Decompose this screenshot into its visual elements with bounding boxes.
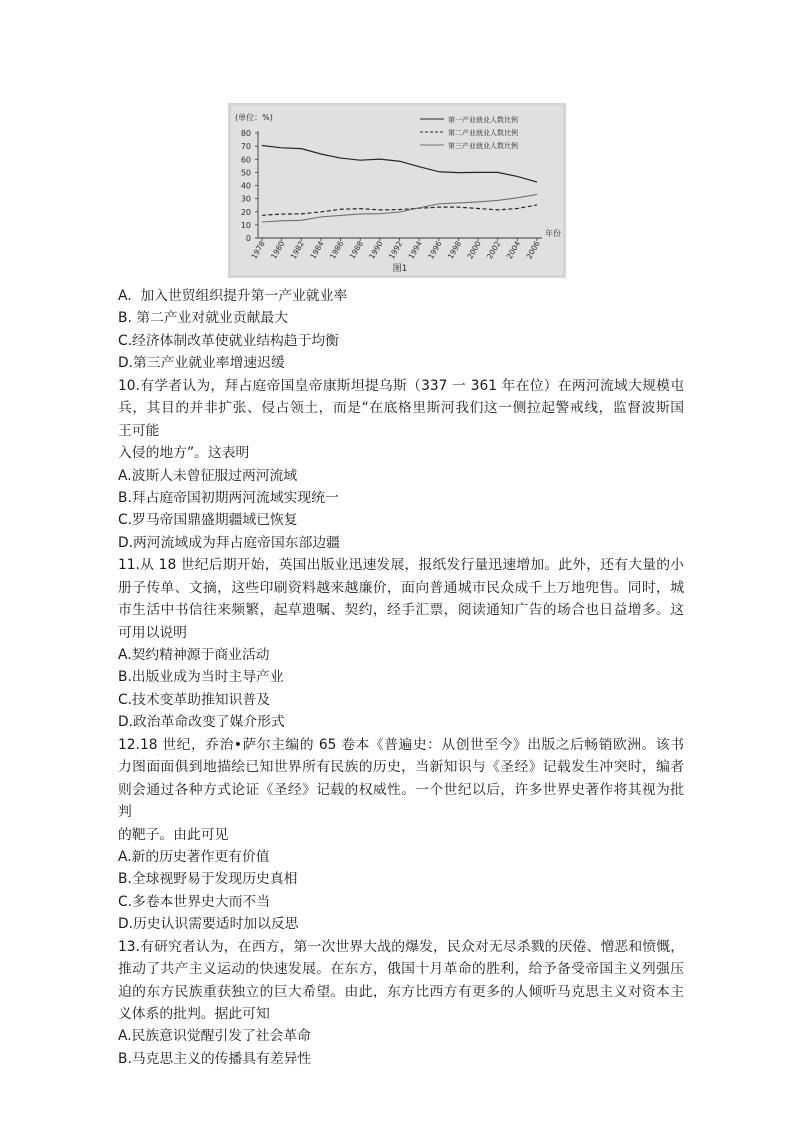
x-tick-label: 2002 bbox=[485, 239, 503, 261]
x-tick-label: 1998 bbox=[445, 239, 464, 261]
x-tick-label: 2000 bbox=[465, 239, 483, 261]
q13-stem-line: 义体系的批判。据此可知 bbox=[118, 1006, 270, 1022]
q12-stem-line: 12.18 世纪，乔治•萨尔主编的 65 卷本《普遍史：从创世至今》出版之后畅销欧洲。该书 bbox=[118, 736, 684, 753]
question-12 bbox=[118, 734, 684, 936]
q11-stem-line: 可用以说明 bbox=[118, 624, 187, 641]
x-tick-label: 1996 bbox=[426, 239, 444, 261]
y-tick-label: 50 bbox=[240, 168, 251, 178]
q13-stem-line: 推动了共产主义运动的快速发展。在东方，俄国十月革命的胜利，给予备受帝国主义列强压 bbox=[118, 961, 684, 978]
q11-option-a: A.契约精神源于商业活动 bbox=[118, 647, 270, 663]
x-tick-label: 1988 bbox=[347, 239, 365, 261]
x-tick-label: 1978 bbox=[249, 239, 267, 261]
q10-option-d: D.两河流域成为拜占庭帝国东部边疆 bbox=[118, 534, 340, 551]
x-tick-label: 1980 bbox=[269, 239, 287, 261]
x-tick-label: 2006 bbox=[524, 239, 542, 261]
y-tick-label: 10 bbox=[240, 220, 251, 230]
y-tick-label: 20 bbox=[240, 207, 251, 217]
y-tick-label: 0 bbox=[245, 234, 251, 243]
q13-stem-line: 13.有研究者认为，在西方，第一次世界大战的爆发，民众对无尽杀戮的厌倦、憎恶和愤慨， bbox=[118, 938, 684, 955]
q12-option-a: A.新的历史著作更有价值 bbox=[118, 848, 270, 865]
q10-option-b: B.拜占庭帝国初期两河流域实现统一 bbox=[118, 489, 339, 506]
q11-stem-line: 册子传单、文摘，这些印刷资料越来越廉价，面向普通城市民众成千上万地兜售。同时，城 bbox=[118, 579, 684, 596]
q13-option-b: B.马克思主义的传播具有差异性 bbox=[118, 1050, 312, 1067]
y-tick-label: 70 bbox=[240, 142, 251, 152]
figure-caption: 图1 bbox=[392, 264, 408, 274]
y-tick-label: 40 bbox=[240, 181, 251, 191]
q13-option-a: A.民族意识觉醒引发了社会革命 bbox=[118, 1028, 311, 1045]
x-tick-label: 1994 bbox=[406, 239, 424, 261]
y-tick-label: 60 bbox=[240, 155, 251, 165]
q9-option-a: A. 加入世贸组织提升第一产业就业率 bbox=[118, 288, 348, 304]
q12-option-b: B.全球视野易于发现历史真相 bbox=[118, 871, 298, 888]
x-tick-label: 1986 bbox=[327, 239, 346, 261]
figure-1-chart bbox=[228, 103, 566, 278]
q11-stem-line: 11.从 18 世纪后期开始，英国出版业迅速发展，报纸发行量迅速增加。此外，还有大量的小 bbox=[118, 557, 684, 574]
y-tick-label: 80 bbox=[240, 129, 251, 138]
x-tick-label: 1992 bbox=[386, 239, 405, 261]
q12-option-c: C.多卷本世界史大而不当 bbox=[118, 893, 270, 910]
q11-option-c: C.技术变革助推知识普及 bbox=[118, 691, 270, 708]
question-11 bbox=[118, 554, 684, 734]
q9-option-c: C.经济体制改革使就业结构趋于均衡 bbox=[118, 332, 339, 349]
q10-stem-line: 入侵的地方”。这表明 bbox=[118, 445, 250, 462]
chart-svg bbox=[228, 103, 566, 278]
q12-stem-line: 的靶子。由此可见 bbox=[118, 826, 229, 843]
q11-stem-line: 市生活中书信往来频繁，起草遗嘱、契约，经手汇票，阅读通知广告的场合也日益增多。这 bbox=[118, 602, 684, 619]
legend-label-series-1: 第一产业就业人数比例 bbox=[448, 116, 518, 124]
q10-stem-line: 10.有学者认为，拜占庭帝国皇帝康斯坦提乌斯（337 一 361 年在位）在两河流域大规模屯 bbox=[118, 377, 684, 394]
x-tick-label: 1990 bbox=[367, 239, 385, 261]
q11-option-b: B.出版业成为当时主导产业 bbox=[118, 669, 284, 686]
q10-option-c: C.罗马帝国鼎盛期疆域已恢复 bbox=[118, 512, 298, 529]
y-tick-label: 30 bbox=[240, 194, 251, 204]
x-tick-label: 1982 bbox=[288, 239, 307, 261]
q12-stem-line: 则会通过各种方式论证《圣经》记载的权威性。一个世纪以后，许多世界史著作将其视为批 bbox=[118, 781, 684, 798]
q13-stem-line: 迫的东方民族重获独立的巨大希望。由此，东方比西方有更多的人倾听马克思主义对资本主 bbox=[118, 983, 684, 1000]
q10-stem-line: 王可能 bbox=[118, 422, 160, 439]
y-axis-unit-label: (单位：%) bbox=[235, 113, 273, 122]
legend-label-series-2: 第二产业就业人数比例 bbox=[448, 129, 518, 137]
legend-label-series-3: 第三产业就业人数比例 bbox=[448, 142, 518, 150]
q10-stem-line: 兵，其目的并非扩张、侵占领土，而是“在底格里斯河我们这一侧拉起警戒线，监督波斯国 bbox=[118, 400, 684, 417]
question-13 bbox=[118, 936, 684, 1071]
x-tick-label: 1984 bbox=[308, 239, 326, 261]
question-text-block bbox=[118, 285, 684, 1070]
x-tick-label: 2004 bbox=[504, 239, 523, 261]
q12-stem-line: 判 bbox=[118, 804, 132, 821]
q9-option-d: D.第三产业就业率增速迟缓 bbox=[118, 355, 285, 372]
question-9-options bbox=[118, 285, 684, 375]
q11-option-d: D.政治革命改变了媒介形式 bbox=[118, 714, 285, 731]
x-axis-label: 年份 bbox=[545, 229, 561, 238]
question-10 bbox=[118, 375, 684, 555]
q10-option-a: A.波斯人未曾征服过两河流域 bbox=[118, 467, 298, 484]
q12-option-d: D.历史认识需要适时加以反思 bbox=[118, 916, 299, 933]
q9-option-b: B. 第二产业对就业贡献最大 bbox=[118, 310, 289, 327]
q12-stem-line: 力图面面俱到地描绘已知世界所有民族的历史，当新知识与《圣经》记载发生冲突时，编者 bbox=[118, 759, 684, 776]
